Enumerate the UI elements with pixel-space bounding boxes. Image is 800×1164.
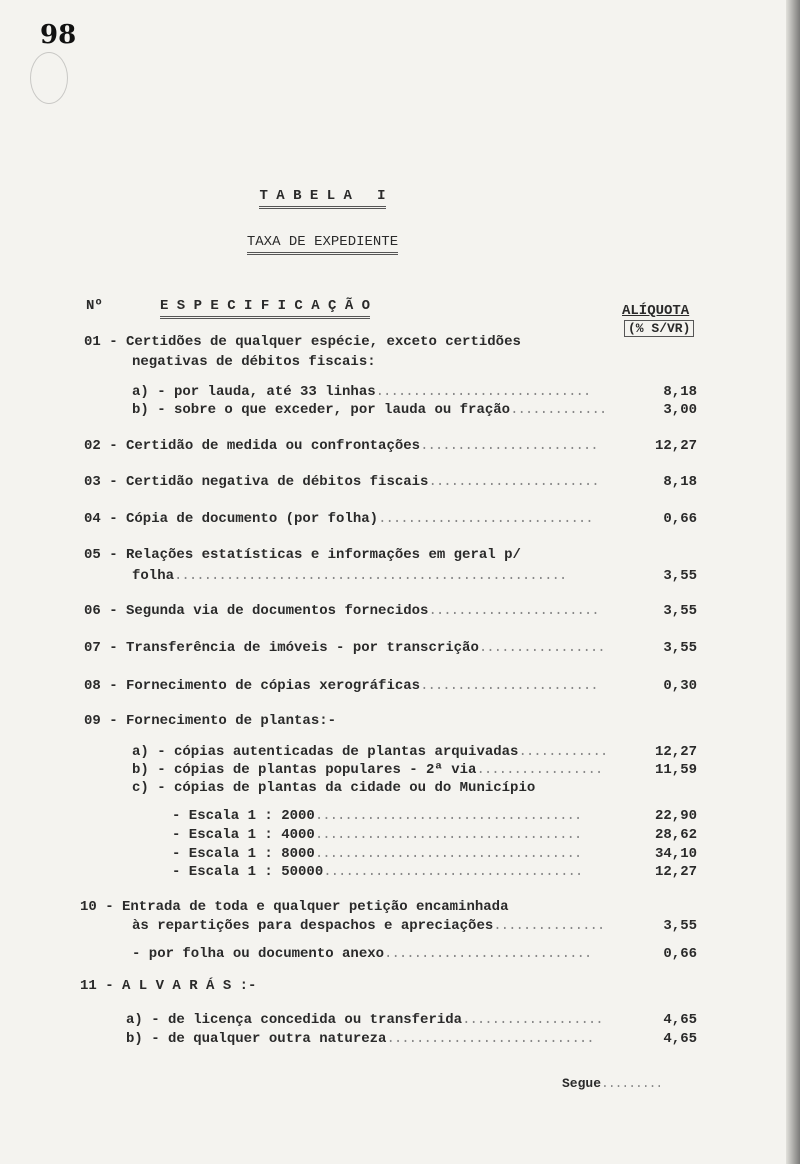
row-value: 8,18	[663, 474, 697, 490]
page-number: 98	[40, 20, 77, 50]
row-text	[172, 827, 581, 844]
leader-dots: .............................	[378, 511, 593, 527]
row-label: 11 - A L V A R Á S :-	[80, 978, 257, 994]
row-value: 28,62	[654, 827, 697, 843]
row-text	[132, 946, 591, 963]
leader-dots: ...................................	[323, 864, 583, 880]
row-text	[84, 640, 605, 657]
row-label: folha	[132, 568, 175, 584]
row-text	[84, 511, 593, 528]
row-value: 12,27	[654, 864, 697, 880]
row-text	[126, 1031, 594, 1048]
row-value: 4,65	[663, 1012, 697, 1028]
row-label: - Escala 1 : 8000	[172, 846, 315, 862]
continues-label	[562, 1076, 662, 1091]
row-value: 4,65	[663, 1031, 697, 1047]
row-label: b) - cópias de plantas populares - 2ª via	[132, 762, 477, 778]
leader-dots: .............	[510, 402, 607, 418]
leader-dots: ....................................	[314, 827, 582, 843]
row-text	[84, 334, 521, 351]
row-label: a) - por lauda, até 33 linhas	[132, 384, 376, 400]
table-title-text: T A B E L A I	[259, 188, 385, 209]
leader-dots: ............................	[384, 946, 592, 962]
row-text	[84, 547, 521, 564]
row-label: 06 - Segunda via de documentos fornecidos	[84, 603, 429, 619]
row-text	[84, 678, 598, 695]
row-label: negativas de débitos fiscais:	[132, 354, 376, 370]
row-label: a) - cópias autenticadas de plantas arquivadas	[132, 744, 519, 760]
row-label: - Escala 1 : 4000	[172, 827, 315, 843]
page-edge-shadow	[786, 0, 800, 1164]
leader-dots: ....................................	[314, 846, 582, 862]
table-subtitle-text: TAXA DE EXPEDIENTE	[247, 234, 398, 255]
row-text	[132, 744, 607, 761]
leader-dots: .....................................................	[174, 568, 567, 584]
row-label: b) - sobre o que exceder, por lauda ou fração	[132, 402, 511, 418]
row-text	[84, 474, 599, 491]
row-label: 08 - Fornecimento de cópias xerográficas	[84, 678, 421, 694]
row-text	[84, 603, 599, 620]
row-label: 03 - Certidão negativa de débitos fiscais	[84, 474, 429, 490]
row-label: 07 - Transferência de imóveis - por transcrição	[84, 640, 479, 656]
row-value: 3,55	[663, 918, 697, 934]
table-title	[0, 188, 645, 204]
leader-dots: ...................	[462, 1012, 603, 1028]
leader-dots: .........	[601, 1076, 663, 1091]
row-text	[172, 808, 581, 825]
row-text	[126, 1012, 603, 1029]
row-text	[172, 846, 581, 863]
row-text	[80, 899, 508, 916]
row-text	[132, 384, 590, 401]
row-label: 01 - Certidões de qualquer espécie, exceto certidões	[84, 334, 521, 350]
row-value: 0,66	[663, 946, 697, 962]
row-value: 3,55	[663, 640, 697, 656]
row-text	[84, 438, 598, 455]
row-value: 11,59	[654, 762, 697, 778]
row-value: 34,10	[654, 846, 697, 862]
row-label: às repartições para despachos e apreciações	[132, 918, 494, 934]
row-label: - por folha ou documento anexo	[132, 946, 385, 962]
row-label: 10 - Entrada de toda e qualquer petição encaminhada	[80, 899, 509, 915]
row-text	[80, 978, 256, 995]
row-text	[84, 713, 336, 730]
row-text	[132, 354, 376, 371]
leader-dots: ............	[518, 744, 608, 760]
row-value: 3,55	[663, 568, 697, 584]
row-label: - Escala 1 : 2000	[172, 808, 315, 824]
continues-text: Segue	[562, 1076, 602, 1091]
row-label: 02 - Certidão de medida ou confrontações	[84, 438, 421, 454]
leader-dots: .......................	[428, 603, 599, 619]
row-label: a) - de licença concedida ou transferida	[126, 1012, 463, 1028]
leader-dots: ...............	[493, 918, 605, 934]
row-text	[132, 402, 606, 419]
row-value: 12,27	[654, 744, 697, 760]
row-text	[132, 780, 535, 797]
column-aliquota-header: ALÍQUOTA	[622, 303, 690, 319]
row-label: b) - de qualquer outra natureza	[126, 1031, 387, 1047]
row-value: 12,27	[654, 438, 697, 454]
row-label: 04 - Cópia de documento (por folha)	[84, 511, 379, 527]
leader-dots: ........................	[420, 438, 598, 454]
leader-dots: .................	[476, 762, 603, 778]
table-subtitle	[0, 234, 645, 250]
row-value: 8,18	[663, 384, 697, 400]
leader-dots: .............................	[375, 384, 591, 400]
row-value: 0,66	[663, 511, 697, 527]
row-label: 05 - Relações estatísticas e informações em geral p/	[84, 547, 521, 563]
row-text	[132, 568, 566, 585]
row-value: 3,55	[663, 603, 697, 619]
row-label: - Escala 1 : 50000	[172, 864, 324, 880]
column-spec-header	[160, 298, 370, 314]
leader-dots: .................	[478, 640, 605, 656]
leader-dots: ........................	[420, 678, 598, 694]
row-value: 0,30	[663, 678, 697, 694]
leader-dots: ............................	[386, 1031, 594, 1047]
row-label: 09 - Fornecimento de plantas:-	[84, 713, 337, 729]
row-text	[172, 864, 582, 881]
row-value: 22,90	[654, 808, 697, 824]
row-text	[132, 762, 602, 779]
column-number-header: Nº	[86, 298, 103, 314]
leader-dots: .......................	[428, 474, 599, 490]
leader-dots: ....................................	[314, 808, 582, 824]
column-unit-header: (% S/VR)	[624, 320, 694, 337]
row-value: 3,00	[663, 402, 697, 418]
row-label: c) - cópias de plantas da cidade ou do Município	[132, 780, 536, 796]
row-text	[132, 918, 604, 935]
column-spec-text: E S P E C I F I C A Ç Ã O	[160, 298, 370, 319]
faint-stamp-mark	[30, 52, 68, 104]
